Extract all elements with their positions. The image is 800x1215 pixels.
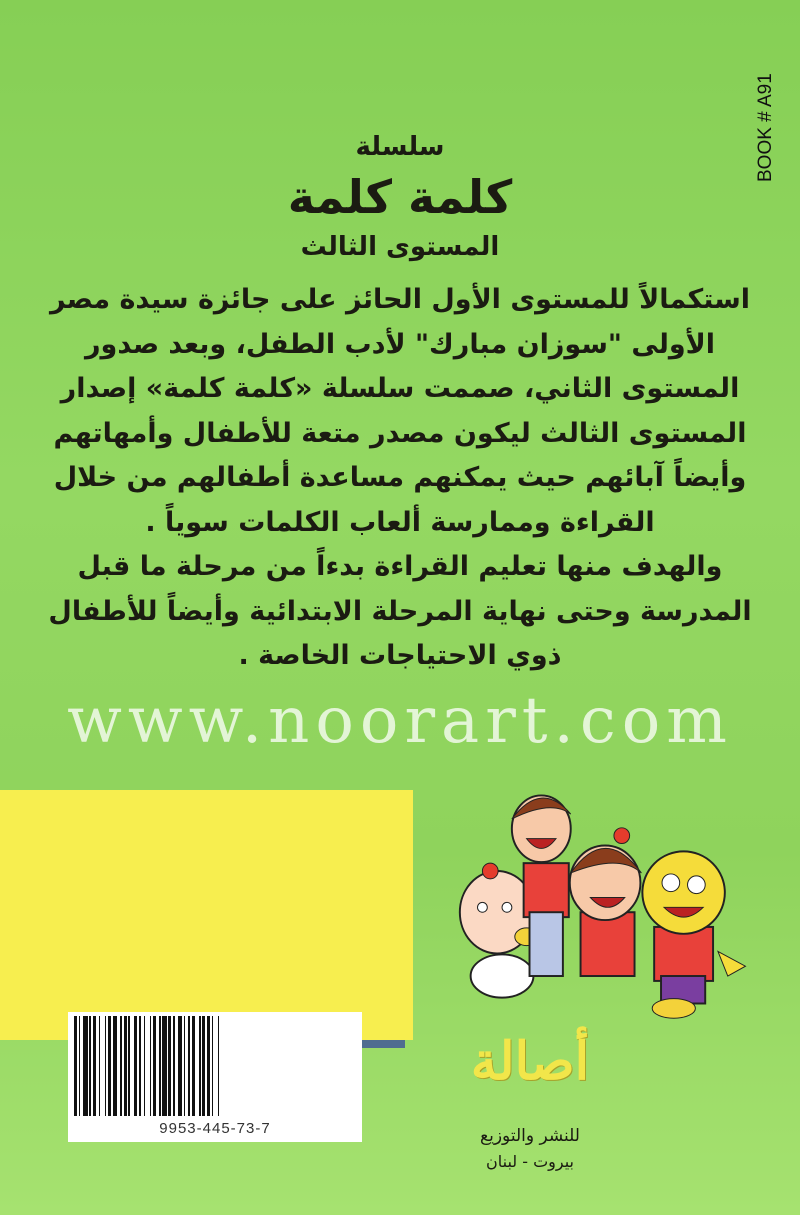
publisher-logo: أصالة — [470, 1031, 590, 1092]
girl-character — [570, 828, 642, 976]
barcode-bar — [219, 1016, 222, 1116]
book-code-text: BOOK # A91 — [755, 73, 776, 182]
text-line: الأولى "سوزان مبارك" لأدب الطفل، وبعد صدور — [85, 328, 715, 360]
text-line: القراءة وممارسة ألعاب الكلمات سوياً . — [145, 506, 655, 538]
description — [10, 278, 790, 679]
cartoon-children-illustration — [430, 765, 790, 1030]
barcode-bars — [74, 1016, 356, 1116]
text-line: المستوى الثاني، صممت سلسلة «كلمة كلمة» إصدار — [60, 373, 740, 404]
text-line: والهدف منها تعليم القراءة بدءاً من مرحلة ما قبل — [77, 551, 723, 582]
text-line: المستوى الثالث ليكون مصدر متعة للأطفال وأمهاتهم — [53, 417, 747, 449]
blue-strip — [360, 1040, 405, 1048]
series-title: كلمة كلمة — [287, 170, 513, 224]
level-heading: المستوى الثالث — [300, 232, 500, 262]
publisher-line-1: للنشر والتوزيع — [480, 1126, 580, 1146]
series-label: سلسلة — [355, 132, 445, 162]
watermark: www.noorart.com — [67, 684, 733, 758]
text-line: وأيضاً آبائهم حيث يمكنهم مساعدة أطفالهم من خلال — [53, 462, 747, 493]
yellow-panel — [0, 790, 413, 1040]
text-line: المدرسة وحتى نهاية المرحلة الابتدائية وأيضاً للأطفال — [48, 595, 752, 627]
text-line: ذوي الاحتياجات الخاصة . — [238, 640, 562, 671]
text-line: استكمالاً للمستوى الأول الحائز على جائزة سيدة مصر — [49, 284, 751, 315]
yellow-character — [642, 851, 745, 1018]
publisher-line-2: بيروت - لبنان — [486, 1152, 574, 1171]
barcode — [68, 1012, 362, 1142]
isbn-number: 9953-445-73-7 — [159, 1120, 271, 1137]
